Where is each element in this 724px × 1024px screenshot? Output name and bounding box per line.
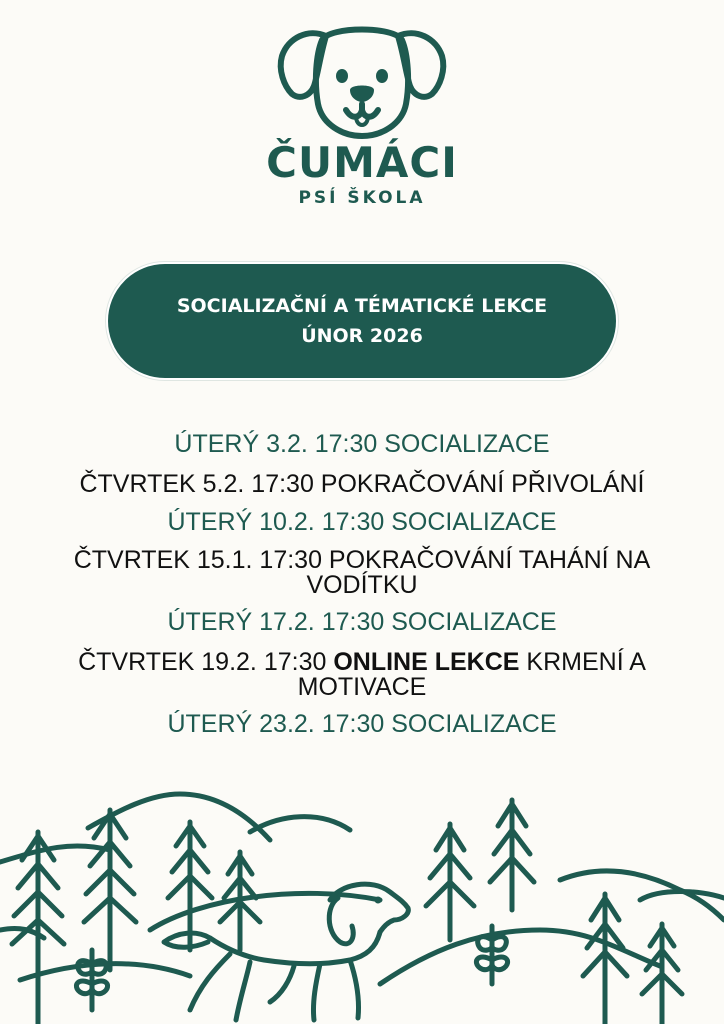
banner-month: ÚNOR 2026 [301,325,423,347]
schedule-item: ÚTERÝ 10.2. 17:30 SOCIALIZACE [167,508,557,536]
banner-title: SOCIALIZAČNÍ A TÉMATICKÉ LEKCE [176,295,548,317]
schedule-item: ČTVRTEK 5.2. 17:30 POKRAČOVÁNÍ PŘIVOLÁNÍ [79,470,645,498]
schedule-item [40,548,684,598]
online-lesson-highlight: ONLINE LEKCE [333,648,520,676]
schedule-item-line [40,650,684,675]
dog-face-logo [270,12,454,142]
brand-name: ČUMÁCI [266,138,458,187]
schedule-item-text: KRMENÍ A [519,648,646,676]
schedule-item-line: MOTIVACE [297,673,427,701]
schedule-item-line: VODÍTKU [306,571,418,599]
title-banner [106,262,618,380]
forest-dog-illustration [0,780,724,1024]
brand-subtitle: PSÍ ŠKOLA [298,188,426,208]
schedule-item: ÚTERÝ 3.2. 17:30 SOCIALIZACE [174,430,550,458]
schedule-item: ÚTERÝ 23.2. 17:30 SOCIALIZACE [167,710,557,738]
schedule-item-line: ČTVRTEK 15.1. 17:30 POKRAČOVÁNÍ TAHÁNÍ NA [73,546,651,574]
schedule-item: ÚTERÝ 17.2. 17:30 SOCIALIZACE [167,608,557,636]
schedule-item [40,650,684,700]
schedule-item-text: ČTVRTEK 19.2. 17:30 [78,648,334,676]
